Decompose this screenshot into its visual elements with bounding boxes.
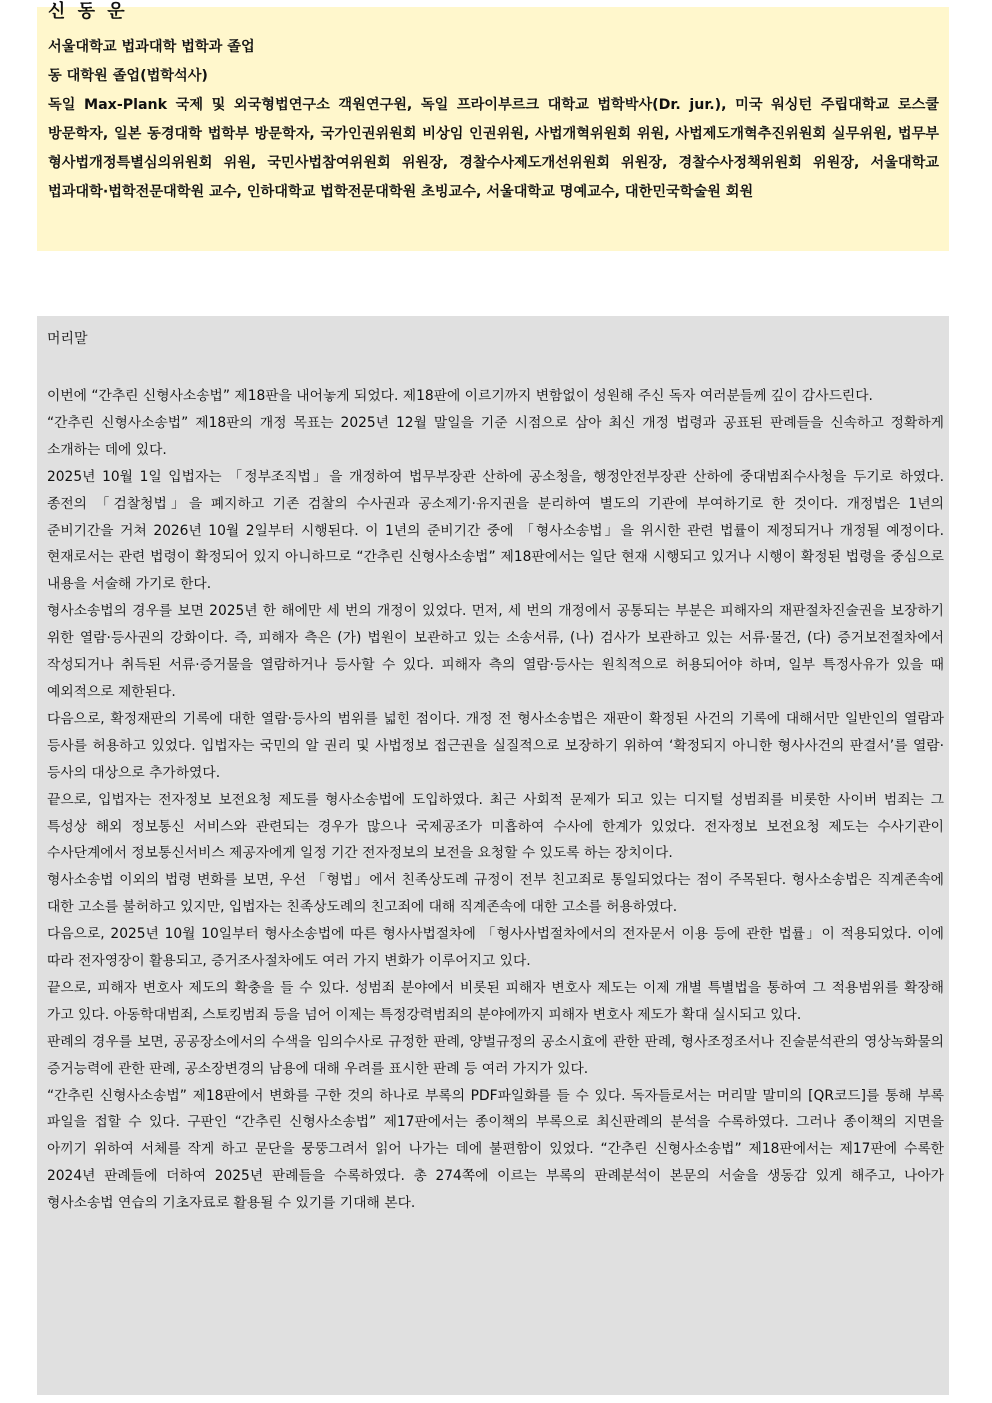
preface-paragraph: 끝으로, 입법자는 전자정보 보전요청 제도를 형사소송법에 도입하였다. 최근 사회적 문제가 되고 있는 디지털 성범죄를 비롯한 사이버 범죄는 그 특성상 해외 정보통신 서비스와 관련되는 경우가 많으나 국제공조가 미흡하여 수사에 한계가 있었다. 전자정보 보전요청 제도는 수사기관이 수사단계에서 정보통신서비스 제공자에게 일정 기간 전자정보의 보전을 요청할 수 있도록 하는 장치이다. [47, 791, 944, 862]
preface-paragraph: 형사소송법의 경우를 보면 2025년 한 해에만 세 번의 개정이 있었다. 먼저, 세 번의 개정에서 공통되는 부분은 피해자의 재판절차진술권을 보장하기 위한 열람·등사권의 강화이다. 즉, 피해자 측은 (가) 법원이 보관하고 있는 소송서류, (나) 검사가 보관하고 있는 서류·물건, (다) 증거보전절차에서 작성되거나 취득된 서류·증거물을 열람하거나 등사할 수 있다. 피해자 측의 열람·등사는 원칙적으로 허용되어야 하며, 일부 특정사유가 있을 때 예외적으로 제한된다. [47, 603, 944, 700]
preface-paragraph: 끝으로, 피해자 변호사 제도의 확충을 들 수 있다. 성범죄 분야에서 비롯된 피해자 변호사 제도는 이제 개별 특별법을 통하여 그 적용범위를 확장해 가고 있다. 아동학대범죄, 스토킹범죄 등을 넘어 이제는 특정강력범죄의 분야에까지 피해자 변호사 제도가 확대 실시되고 있다. [47, 979, 944, 1023]
preface-paragraph: “간추린 신형사소송법” 제18판의 개정 목표는 2025년 12월 말일을 기준 시점으로 삼아 최신 개정 법령과 공표된 판례들을 신속하고 정확하게 소개하는 데에 있다. [47, 414, 944, 458]
author-profile [37, 1, 949, 251]
preface-paragraph: 이번에 “간추린 신형사소송법” 제18판을 내어놓게 되었다. 제18판에 이르기까지 변함없이 성원해 주신 독자 여러분들께 깊이 감사드린다. [47, 388, 873, 404]
author-name: 신 동 운 [48, 1, 128, 22]
preface-paragraph: 2025년 10월 1일 입법자는 「정부조직법」을 개정하여 법무부장관 산하에 공소청을, 행정안전부장관 산하에 중대범죄수사청을 두기로 하였다. 종전의 「검찰청법」을 폐지하고 기존 검찰의 수사권과 공소제기·유지권을 분리하여 별도의 기관에 부여하기로 한 것이다. 개정법은 1년의 준비기간을 거쳐 2026년 10월 2일부터 시행된다. 이 1년의 준비기간 중에 「형사소송법」을 위시한 관련 법률이 제정되거나 개정될 예정이다. 현재로서는 관련 법령이 확정되어 있지 아니하므로 “간추린 신형사소송법” 제18판에서는 일단 현재 시행되고 있거나 시행이 확정된 법령을 중심으로 내용을 서술해 가기로 한다. [47, 468, 944, 593]
preface-section [37, 316, 949, 1395]
career-history: 독일 Max-Plank 국제 및 외국형법연구소 객원연구원, 독일 프라이부르크 대학교 법학박사(Dr. jur.), 미국 워싱턴 주립대학교 로스쿨 방문학자, 일본 동경대학 법학부 방문학자, 국가인권위원회 비상임 인권위원, 사법개혁위원회 위원, 사법제도개혁추진위원회 실무위원, 법무부 형사법개정특별심의위원회 위원, 국민사법참여위원회 위원장, 경찰수사제도개선위원회 위원장, 경찰수사정책위원회 위원장, 서울대학교 법과대학·법학전문대학원 교수, 인하대학교 법학전문대학원 초빙교수, 서울대학교 명예교수, 대한민국학술원 회원 [48, 97, 939, 200]
preface-paragraph: 판례의 경우를 보면, 공공장소에서의 수색을 임의수사로 규정한 판례, 양벌규정의 공소시효에 관한 판례, 형사조정조서나 진술분석관의 영상녹화물의 증거능력에 관한 판례, 공소장변경의 남용에 대해 우려를 표시한 판례 등 여러 가지가 있다. [47, 1033, 944, 1077]
preface-paragraph: “간추린 신형사소송법” 제18판에서 변화를 구한 것의 하나로 부록의 PDF파일화를 들 수 있다. 독자들로서는 머리말 말미의 [QR코드]를 통해 부록 파일을 접할 수 있다. 구판인 “간추린 신형사소송법” 제17판에서는 종이책의 부록으로 최신판례의 분석을 수록하였다. 그러나 종이책의 지면을 아끼기 위하여 서체를 작게 하고 문단을 뭉뚱그려서 읽어 나가는 데에 불편함이 있었다. “간추린 신형사소송법” 제18판에서는 제17판에 수록한 2024년 판례들에 더하여 2025년 판례들을 수록하였다. 총 274쪽에 이르는 부록의 판례분석이 본문의 서술을 생동감 있게 해주고, 나아가 형사소송법 연습의 기초자료로 활용될 수 있기를 기대해 본다. [47, 1087, 944, 1212]
preface-paragraph: 다음으로, 확정재판의 기록에 대한 열람·등사의 범위를 넓힌 점이다. 개정 전 형사소송법은 재판이 확정된 사건의 기록에 대해서만 일반인의 열람과 등사를 허용하고 있었다. 입법자는 국민의 알 권리 및 사법정보 접근권을 실질적으로 보장하기 위하여 ‘확정되지 아니한 형사사건의 판결서’를 열람·등사의 대상으로 추가하였다. [47, 710, 944, 781]
preface-paragraph: 다음으로, 2025년 10월 10일부터 형사소송법에 따른 형사사법절차에 「형사사법절차에서의 전자문서 이용 등에 관한 법률」이 적용되었다. 이에 따라 전자영장이 활용되고, 증거조사절차에도 여러 가지 변화가 이루어지고 있다. [47, 926, 944, 970]
education-graduate: 동 대학원 졸업(법학석사) [48, 68, 208, 84]
preface-title: 머리말 [47, 331, 88, 347]
preface-paragraph: 형사소송법 이외의 법령 변화를 보면, 우선 「형법」에서 친족상도례 규정이 전부 친고죄로 통일되었다는 점이 주목된다. 형사소송법은 직계존속에 대한 고소를 불허하고 있지만, 입법자는 친족상도례의 친고죄에 대해 직계존속에 대한 고소를 허용하였다. [47, 872, 944, 916]
education-undergrad: 서울대학교 법과대학 법학과 졸업 [48, 39, 255, 55]
